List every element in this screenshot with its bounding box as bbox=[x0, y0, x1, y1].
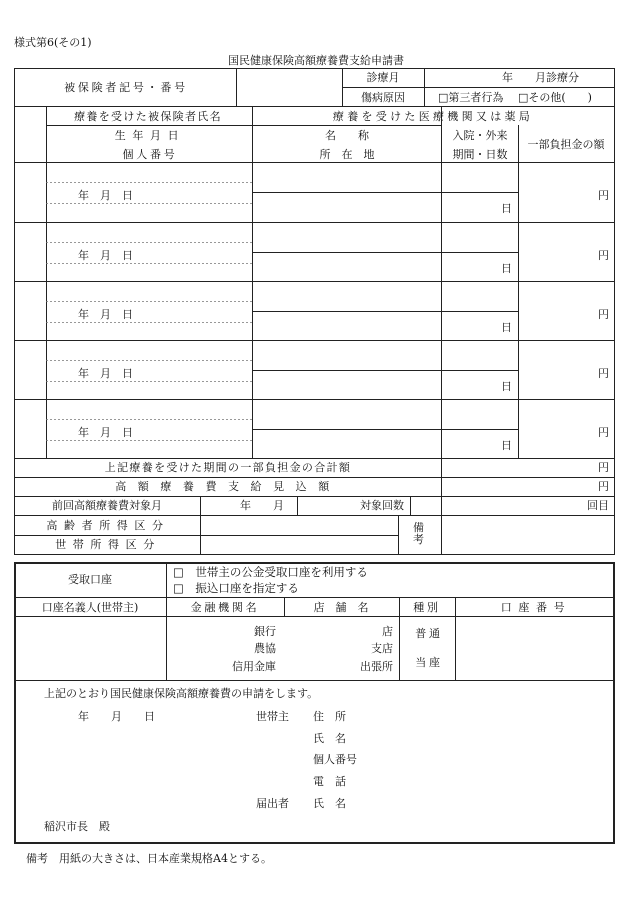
patient-name-field[interactable] bbox=[47, 342, 252, 360]
footer-note: 備考 用紙の大きさは、日本産業規格A4とする。 bbox=[26, 852, 272, 865]
institution-name-field[interactable] bbox=[253, 283, 441, 310]
patient-name-header: 療養を受けた被保険者氏名 bbox=[74, 110, 222, 123]
yen-unit: 円 bbox=[598, 308, 609, 321]
branch-name-label: 店 舗 名 bbox=[313, 601, 369, 614]
institution-address-field[interactable] bbox=[253, 193, 441, 221]
previous-month-value[interactable]: 年 月 bbox=[240, 499, 284, 512]
form-title: 国民健康保険高額療養費支給申請書 bbox=[228, 54, 404, 67]
injury-cause-label: 傷病原因 bbox=[361, 91, 405, 104]
institution-address-field[interactable] bbox=[253, 430, 441, 458]
copay-amount-field[interactable] bbox=[519, 283, 614, 341]
inout-field[interactable] bbox=[442, 401, 518, 428]
remarks-label: 備考 bbox=[413, 521, 424, 546]
personal-number-field[interactable] bbox=[47, 382, 252, 399]
household-income-label: 世帯所得区分 bbox=[55, 538, 161, 551]
copay-total-field[interactable] bbox=[442, 459, 614, 477]
type-label: 種別 bbox=[413, 601, 441, 614]
copay-total-label: 上記療養を受けた期間の一部負担金の合計額 bbox=[104, 461, 352, 474]
addressee: 稲沢市長 殿 bbox=[44, 820, 110, 833]
personal-number-field[interactable] bbox=[47, 441, 252, 458]
householder-name-label: 氏 名 bbox=[313, 732, 346, 745]
copay-amount-field[interactable] bbox=[519, 164, 614, 222]
days-unit: 日 bbox=[501, 380, 512, 393]
account-type-current[interactable]: 当座 bbox=[415, 656, 443, 669]
entry-index-cell[interactable] bbox=[15, 164, 46, 222]
receive-account-label: 受取口座 bbox=[68, 573, 112, 586]
applicant-label: 届出者 bbox=[256, 797, 289, 810]
inout-field[interactable] bbox=[442, 283, 518, 310]
entry-date-label[interactable]: 年 月 日 bbox=[78, 249, 133, 262]
option-public-account[interactable]: □ 世帯主の公金受取口座を利用する bbox=[173, 565, 368, 579]
expected-payment-unit: 円 bbox=[598, 480, 609, 493]
entry-date-label[interactable]: 年 月 日 bbox=[78, 367, 133, 380]
bank-type-credit: 信用金庫 bbox=[232, 660, 276, 673]
yen-unit: 円 bbox=[598, 189, 609, 202]
period-header: 期間・日数 bbox=[452, 148, 508, 161]
entry-index-cell[interactable] bbox=[15, 224, 46, 282]
bank-type-bank: 銀行 bbox=[254, 625, 276, 638]
personal-number-header: 個人番号 bbox=[122, 148, 178, 161]
householder-address-label: 住 所 bbox=[313, 710, 346, 723]
option-transfer-account[interactable]: □ 振込口座を指定する bbox=[173, 581, 299, 595]
institution-address-field[interactable] bbox=[253, 371, 441, 399]
holder-label: 口座名義人(世帯主) bbox=[41, 601, 139, 614]
inout-header: 入院・外来 bbox=[452, 129, 508, 142]
birthdate-header: 生年月日 bbox=[114, 129, 186, 142]
account-type-ordinary[interactable]: 普通 bbox=[415, 627, 443, 640]
expected-payment-field[interactable] bbox=[442, 478, 614, 496]
form-number: 様式第6(その1) bbox=[14, 36, 92, 49]
institution-name-field[interactable] bbox=[253, 342, 441, 369]
days-unit: 日 bbox=[501, 202, 512, 215]
patient-name-field[interactable] bbox=[47, 401, 252, 419]
institution-name-field[interactable] bbox=[253, 401, 441, 428]
account-number-field[interactable] bbox=[456, 617, 614, 680]
days-unit: 日 bbox=[501, 439, 512, 452]
patient-name-field[interactable] bbox=[47, 224, 252, 242]
entry-date-label[interactable]: 年 月 日 bbox=[78, 426, 133, 439]
account-number-label: 口座番号 bbox=[500, 601, 572, 614]
institution-address-field[interactable] bbox=[253, 312, 441, 340]
inout-field[interactable] bbox=[442, 342, 518, 369]
elderly-income-field[interactable] bbox=[201, 516, 398, 535]
personal-number-field[interactable] bbox=[47, 204, 252, 221]
institution-name-header: 名 称 bbox=[325, 129, 369, 142]
institution-name-field[interactable] bbox=[253, 224, 441, 251]
entry-date-label[interactable]: 年 月 日 bbox=[78, 189, 133, 202]
days-unit: 日 bbox=[501, 321, 512, 334]
days-unit: 日 bbox=[501, 262, 512, 275]
institution-address-field[interactable] bbox=[253, 253, 441, 281]
patient-name-field[interactable] bbox=[47, 283, 252, 301]
holder-field[interactable] bbox=[16, 617, 166, 680]
copay-total-unit: 円 bbox=[598, 461, 609, 474]
expected-payment-label: 高額療養費支給見込額 bbox=[115, 480, 341, 493]
personal-number-field[interactable] bbox=[47, 323, 252, 340]
patient-name-field[interactable] bbox=[47, 164, 252, 182]
yen-unit: 円 bbox=[598, 367, 609, 380]
entry-index-cell[interactable] bbox=[15, 342, 46, 400]
previous-month-label: 前回高額療養費対象月 bbox=[52, 499, 162, 512]
inout-field[interactable] bbox=[442, 164, 518, 191]
copay-amount-field[interactable] bbox=[519, 401, 614, 459]
householder-label: 世帯主 bbox=[256, 710, 289, 723]
yen-unit: 円 bbox=[598, 426, 609, 439]
inout-field[interactable] bbox=[442, 224, 518, 251]
entry-index-cell[interactable] bbox=[15, 401, 46, 459]
institution-name-field[interactable] bbox=[253, 164, 441, 191]
applicant-name-label: 氏 名 bbox=[313, 797, 346, 810]
other-option[interactable]: □その他( ) bbox=[518, 91, 592, 104]
householder-personal-number-label: 個人番号 bbox=[313, 753, 357, 766]
branch-type-store: 店 bbox=[382, 625, 393, 638]
application-date[interactable]: 年 月 日 bbox=[78, 710, 155, 723]
third-party-option[interactable]: □第三者行為 bbox=[438, 91, 504, 104]
copay-amount-field[interactable] bbox=[519, 224, 614, 282]
elderly-income-label: 高齢者所得区分 bbox=[46, 519, 170, 532]
yen-unit: 円 bbox=[598, 249, 609, 262]
householder-phone-label: 電 話 bbox=[313, 775, 346, 788]
remarks-field[interactable] bbox=[442, 516, 614, 554]
entry-index-cell[interactable] bbox=[15, 283, 46, 341]
copay-amount-field[interactable] bbox=[519, 342, 614, 400]
personal-number-field[interactable] bbox=[47, 264, 252, 281]
count-label: 対象回数 bbox=[360, 499, 404, 512]
insured-symbol-number-field[interactable] bbox=[237, 69, 342, 106]
institution-header: 療養を受けた医療機関又は薬局 bbox=[332, 110, 534, 123]
household-income-field[interactable] bbox=[201, 536, 398, 554]
bank-type-agri: 農協 bbox=[254, 642, 276, 655]
consult-month-value[interactable]: 年 月診療分 bbox=[502, 71, 579, 84]
institution-address-header: 所 在 地 bbox=[319, 148, 375, 161]
copay-header: 一部負担金の額 bbox=[527, 138, 605, 151]
branch-type-branch: 支店 bbox=[371, 642, 393, 655]
entry-date-label[interactable]: 年 月 日 bbox=[78, 308, 133, 321]
consult-month-label: 診療月 bbox=[366, 71, 400, 84]
institution-name-label: 金融機関名 bbox=[190, 601, 260, 614]
application-statement: 上記のとおり国民健康保険高額療養費の申請をします。 bbox=[44, 687, 319, 700]
count-unit: 回目 bbox=[587, 499, 609, 512]
count-field[interactable] bbox=[411, 497, 614, 515]
branch-type-office: 出張所 bbox=[360, 660, 393, 673]
insured-symbol-number-label: 被保険者記号・番号 bbox=[64, 81, 188, 94]
